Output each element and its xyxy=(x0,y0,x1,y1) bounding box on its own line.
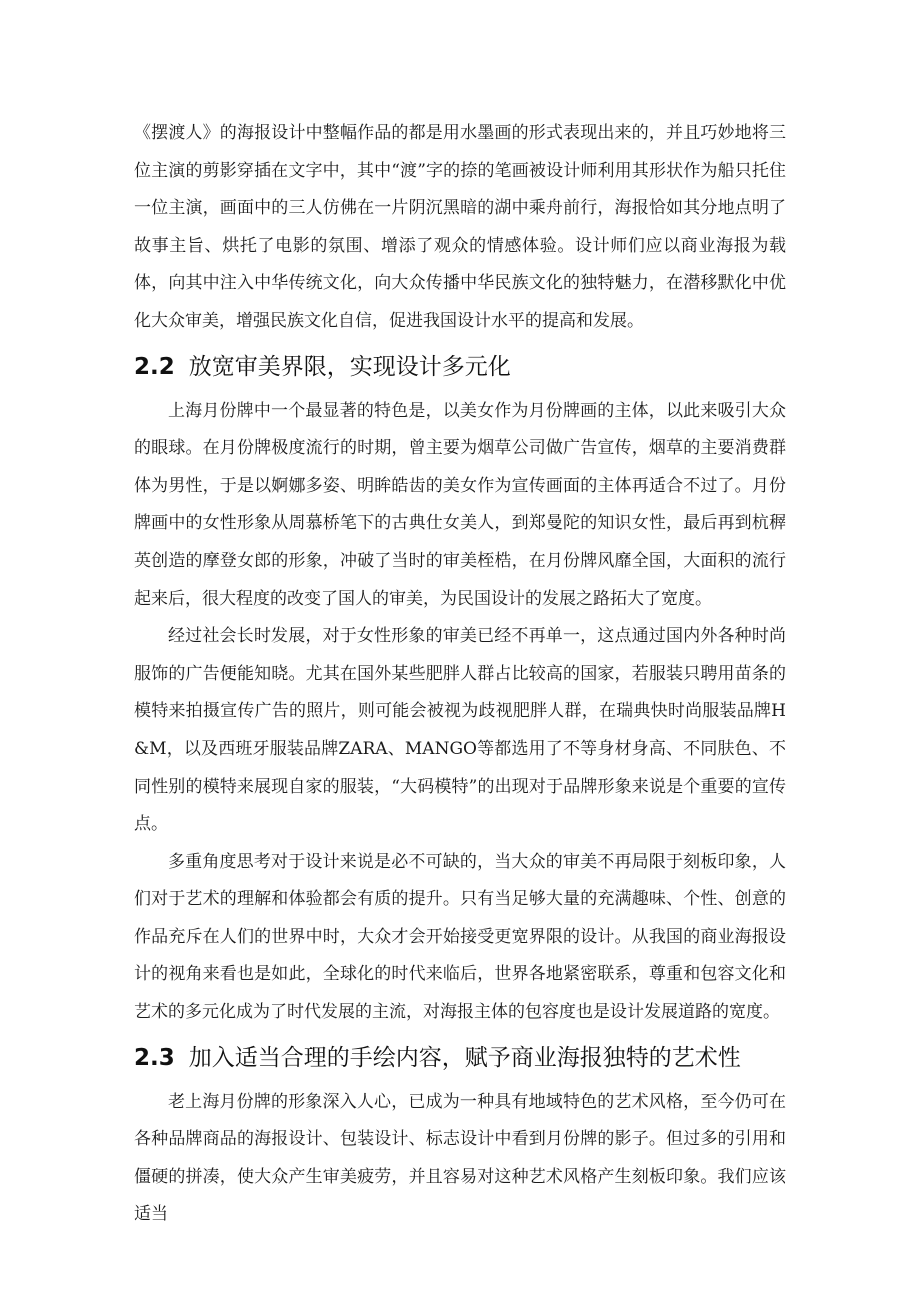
intro-paragraph: 《摆渡人》的海报设计中整幅作品的都是用水墨画的形式表现出来的，并且巧妙地将三位主演的剪影穿插在文字中，其中“渡”字的捺的笔画被设计师利用其形状作为船只托住一位主演，画面中的三人仿佛在一片阴沉黑暗的湖中乘舟前行，海报恰如其分地点明了故事主旨、烘托了电影的氛围、增添了观众的情感体验。设计师们应以商业海报为载体，向其中注入中华传统文化，向大众传播中华民族文化的独特魅力，在潜移默化中优化大众审美，增强民族文化自信，促进我国设计水平的提高和发展。 xyxy=(134,123,786,331)
section-title: 加入适当合理的手绘内容，赋予商业海报独特的艺术性 xyxy=(188,1044,741,1071)
paragraph-2-3-1: 老上海月份牌的形象深入人心，已成为一种具有地域特色的艺术风格，至今仍可在各种品牌商品的海报设计、包装设计、标志设计中看到月份牌的影子。但过多的引用和僵硬的拼凑，使大众产生审美疲劳，并且容易对这种艺术风格产生刻板印象。我们应该适当 xyxy=(134,1091,786,1225)
section-number: 2.2 xyxy=(134,353,175,380)
paragraph-2-2-2: 经过社会长时发展，对于女性形象的审美已经不再单一，这点通过国内外各种时尚服饰的广告便能知晓。尤其在国外某些肥胖人群占比较高的国家，若服装只聘用苗条的模特来拍摄宣传广告的照片，则可能会被视为歧视肥胖人群，在瑞典快时尚服装品牌H&M，以及西班牙服装品牌ZARA、MANGO等都选用了不等身材身高、不同肤色、不同性别的模特来展现自家的服装，“大码模特”的出现对于品牌形象来说是个重要的宣传点。 xyxy=(134,626,786,835)
section-heading-2-3 xyxy=(134,1038,786,1078)
section-number: 2.3 xyxy=(134,1044,175,1071)
paragraph-2-2-3: 多重角度思考对于设计来说是必不可缺的，当大众的审美不再局限于刻板印象，人们对于艺术的理解和体验都会有质的提升。只有当足够大量的充满趣味、个性、创意的作品充斥在人们的世界中时，大众才会开始接受更宽界限的设计。从我国的商业海报设计的视角来看也是如此，全球化的时代来临后，世界各地紧密联系，尊重和包容文化和艺术的多元化成为了时代发展的主流，对海报主体的包容度也是设计发展道路的宽度。 xyxy=(134,851,786,1023)
document-page xyxy=(134,115,786,1234)
section-heading-2-2 xyxy=(134,347,786,387)
paragraph-2-2-1: 上海月份牌中一个最显著的特色是，以美女作为月份牌画的主体，以此来吸引大众的眼球。在月份牌极度流行的时期，曾主要为烟草公司做广告宣传，烟草的主要消费群体为男性，于是以婀娜多姿、明眸皓齿的美女作为宣传画面的主体再适合不过了。月份牌画中的女性形象从周慕桥笔下的古典仕女美人，到郑曼陀的知识女性，最后再到杭稺英创造的摩登女郎的形象，冲破了当时的审美桎梏，在月份牌风靡全国，大面积的流行起来后，很大程度的改变了国人的审美，为民国设计的发展之路拓大了宽度。 xyxy=(134,400,786,609)
section-title: 放宽审美界限，实现设计多元化 xyxy=(188,353,511,380)
